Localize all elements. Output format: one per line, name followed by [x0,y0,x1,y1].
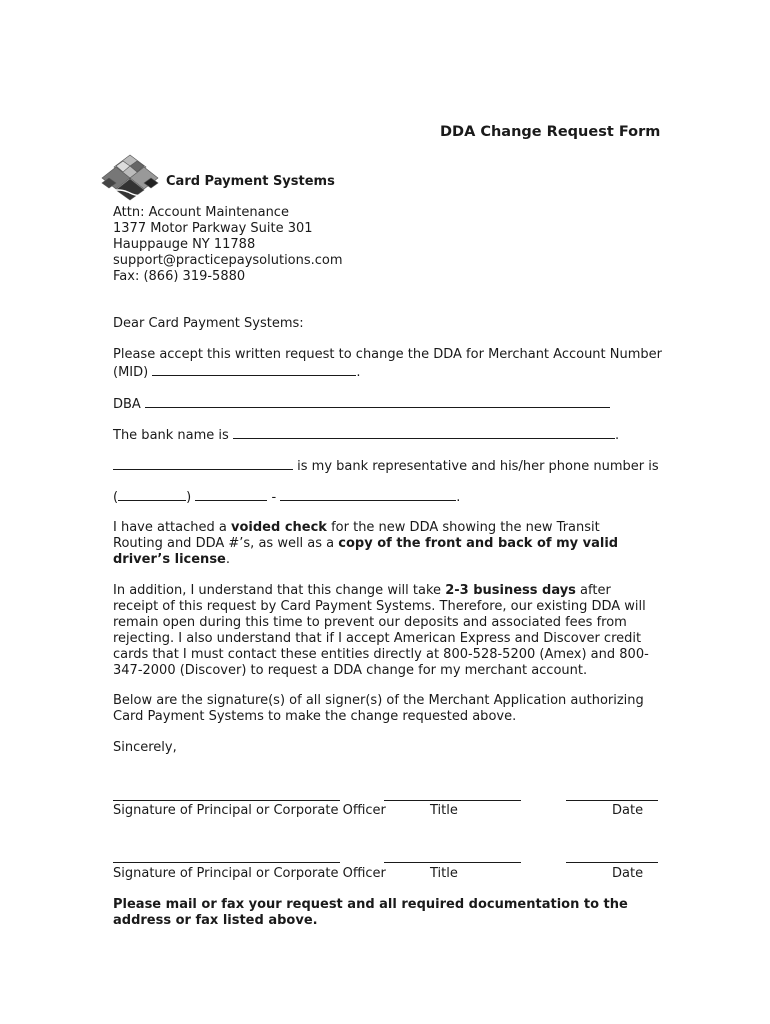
page-title: DDA Change Request Form [440,124,661,140]
date-line-2[interactable] [566,862,658,863]
company-logo [100,153,160,201]
title-line-1[interactable] [384,800,521,801]
phone-close-paren: ) [186,490,192,505]
addition-paragraph: In addition, I understand that this change will take 2-3 business days after receipt of this request by Card Payment Systems. Therefore, our existing DDA will remain open during this time to prevent our deposits and associated fees from rejecting. I also understand that if I accept American Express and Discover credit cards that I must contact these entities directly at 800-528-5200 (Amex) and 800-347-2000 (Discover) to request a DDA change for my merchant account. [113,583,649,678]
title-label-2: Title [430,866,458,881]
phone-dash: - [271,490,277,505]
dba-row [113,395,610,413]
bank-rep-text: is my bank representative and his/her phone number is [297,459,659,474]
attached-paragraph: I have attached a voided check for the new DDA showing the new Transit Routing and DDA #’s, as well as a copy of the front and back of my valid driver’s license. [113,520,619,567]
dba-label: DBA [113,397,141,412]
mid-field[interactable] [152,363,356,376]
address-street: 1377 Motor Parkway Suite 301 [113,221,313,236]
company-name: Card Payment Systems [166,174,335,189]
address-fax: Fax: (866) 319-5880 [113,269,246,284]
bank-name-end: . [614,428,620,443]
bank-name-field[interactable] [233,426,615,439]
phone-end: . [456,490,461,505]
mid-label: (MID) [113,365,149,380]
bank-rep-field[interactable] [113,457,293,470]
area-code-field[interactable] [118,488,186,501]
signature-line-1[interactable] [113,800,340,801]
salutation: Dear Card Payment Systems: [113,316,304,331]
bank-rep-row [113,457,659,475]
phone-line-field[interactable] [280,488,456,501]
date-label-1: Date [612,803,644,818]
footer-note: Please mail or fax your request and all required documentation to the address or fax listed above. [113,897,628,928]
mid-row [113,363,361,381]
closing: Sincerely, [113,740,177,755]
address-email: support@practicepaysolutions.com [113,253,343,268]
date-line-1[interactable] [566,800,658,801]
bank-name-row [113,426,619,444]
below-signatures-paragraph: Below are the signature(s) of all signer(s) of the Merchant Application authorizing Card Payment Systems to make the change requested above. [113,693,644,724]
address-city: Hauppauge NY 11788 [113,237,256,252]
address-attn: Attn: Account Maintenance [113,205,289,220]
signature-label-1: Signature of Principal or Corporate Officer [113,803,386,818]
phone-row [113,488,460,506]
title-line-2[interactable] [384,862,521,863]
title-label-1: Title [430,803,458,818]
request-line: Please accept this written request to change the DDA for Merchant Account Number [113,347,663,362]
bank-name-label: The bank name is [113,428,229,443]
signature-label-2: Signature of Principal or Corporate Officer [113,866,386,881]
signature-line-2[interactable] [113,862,340,863]
date-label-2: Date [612,866,644,881]
dba-field[interactable] [145,395,610,408]
phone-open-paren: ( [113,490,119,505]
mid-end: . [356,365,361,380]
phone-prefix-field[interactable] [195,488,267,501]
